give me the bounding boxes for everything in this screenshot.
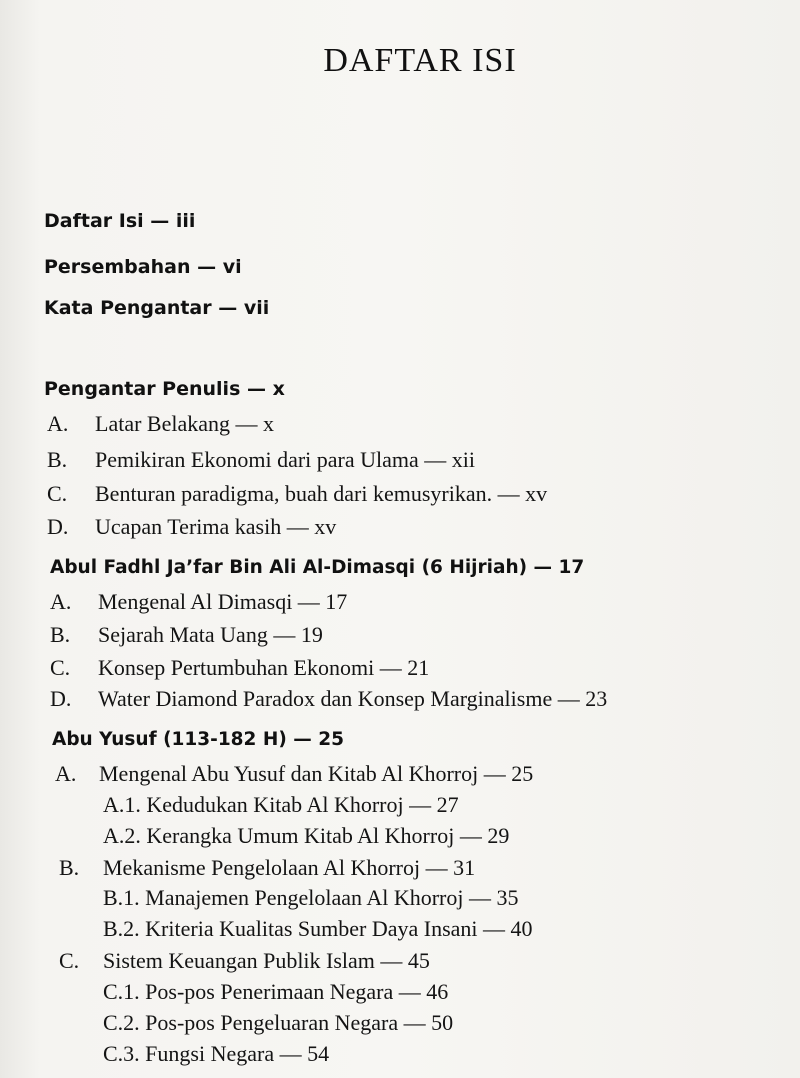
chapter-heading-pengantar-penulis: Pengantar Penulis — x — [44, 378, 285, 400]
item-letter: B. — [50, 622, 71, 647]
item-text: Benturan paradigma, buah dari kemusyrikan. — xv — [95, 481, 548, 506]
toc-entry-kata-pengantar: Kata Pengantar — vii — [44, 297, 270, 319]
toc-item — [47, 514, 336, 540]
toc-item — [47, 447, 475, 473]
item-letter: C. — [47, 481, 68, 506]
toc-item — [47, 481, 547, 507]
item-text: Ucapan Terima kasih — xv — [95, 514, 337, 539]
item-letter: C. — [50, 655, 71, 680]
toc-subitem: C.1. Pos-pos Penerimaan Negara — 46 — [103, 979, 449, 1004]
toc-item — [50, 686, 607, 712]
toc-item — [50, 622, 323, 648]
toc-item — [59, 948, 430, 974]
item-text: Mengenal Abu Yusuf dan Kitab Al Khorroj — 25 — [99, 761, 534, 786]
item-text: Sistem Keuangan Publik Islam — 45 — [103, 948, 430, 973]
item-letter: A. — [50, 589, 72, 614]
chapter-heading-al-dimasqi: Abul Fadhl Ja’far Bin Ali Al-Dimasqi (6 Hijriah) — 17 — [50, 557, 585, 578]
item-text: Pemikiran Ekonomi dari para Ulama — xii — [95, 447, 476, 472]
toc-item — [47, 411, 274, 437]
toc-subitem: B.1. Manajemen Pengelolaan Al Khorroj — 35 — [103, 885, 519, 910]
toc-entry-persembahan: Persembahan — vi — [44, 256, 242, 278]
toc-item — [50, 655, 429, 681]
item-text: Konsep Pertumbuhan Ekonomi — 21 — [98, 655, 430, 680]
toc-subitem: A.2. Kerangka Umum Kitab Al Khorroj — 29 — [103, 823, 510, 848]
item-letter: A. — [55, 761, 77, 786]
item-letter: D. — [47, 514, 69, 539]
item-text: Mengenal Al Dimasqi — 17 — [98, 589, 348, 614]
item-text: Latar Belakang — x — [95, 411, 274, 436]
item-letter: B. — [59, 855, 80, 880]
chapter-heading-abu-yusuf: Abu Yusuf (113-182 H) — 25 — [52, 729, 344, 750]
item-letter: B. — [47, 447, 68, 472]
item-text: Mekanisme Pengelolaan Al Khorroj — 31 — [103, 855, 476, 880]
toc-item — [55, 761, 533, 787]
toc-subitem: A.1. Kedudukan Kitab Al Khorroj — 27 — [103, 792, 459, 817]
toc-item — [50, 589, 347, 615]
page-title: DAFTAR ISI — [323, 42, 517, 79]
toc-subitem: C.3. Fungsi Negara — 54 — [103, 1041, 330, 1066]
item-text: Sejarah Mata Uang — 19 — [98, 622, 323, 647]
toc-subitem: C.2. Pos-pos Pengeluaran Negara — 50 — [103, 1010, 454, 1035]
item-letter: D. — [50, 686, 72, 711]
item-letter: A. — [47, 411, 69, 436]
toc-subitem: B.2. Kriteria Kualitas Sumber Daya Insani — 40 — [103, 916, 533, 941]
item-text: Water Diamond Paradox dan Konsep Marginalisme — 23 — [98, 686, 608, 711]
toc-entry-daftar-isi: Daftar Isi — iii — [44, 210, 196, 232]
item-letter: C. — [59, 948, 80, 973]
toc-item — [59, 855, 475, 881]
